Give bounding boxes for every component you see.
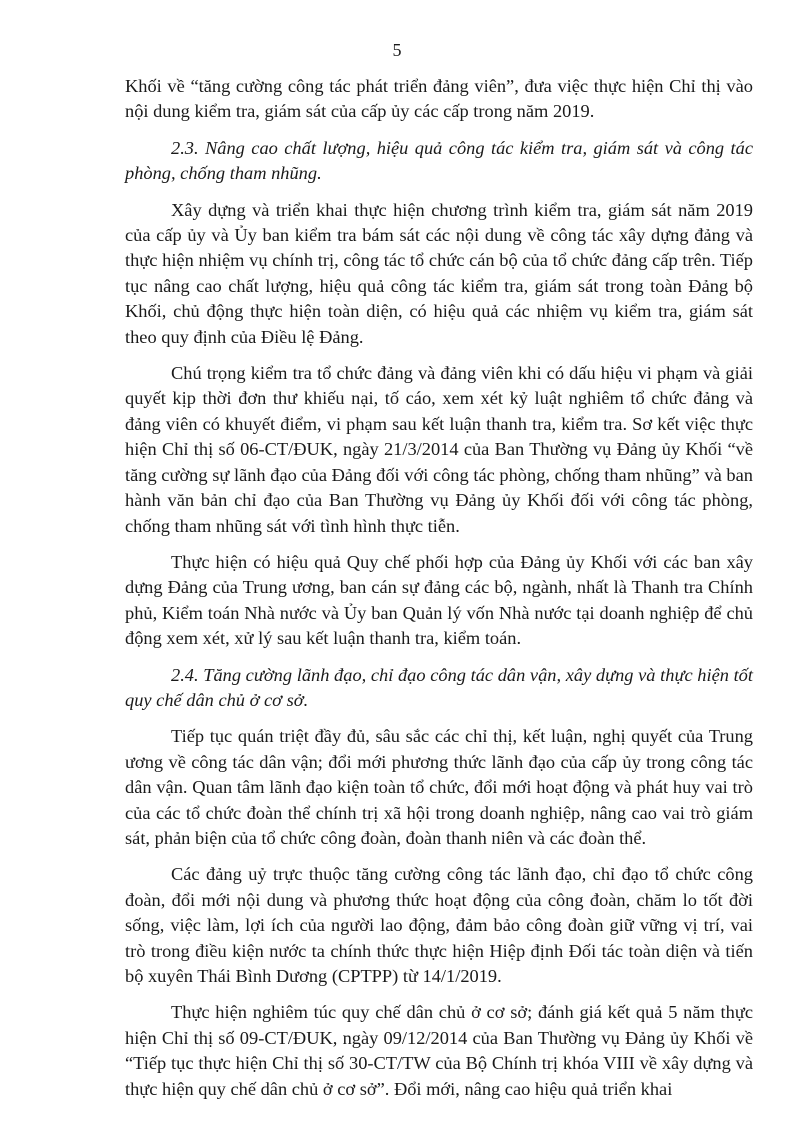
paragraph-inspection-program: Xây dựng và triển khai thực hiện chương trình kiểm tra, giám sát năm 2019 của cấp ủy và Ủy ban kiểm tra bám sát các nội dung về công tác xây dựng đảng và thực hiện nhiệm vụ chính trị, công tác tổ chức cán bộ của tổ chức đảng cấp trên. Tiếp tục nâng cao chất lượng, hiệu quả công tác kiểm tra, giám sát trong toàn Đảng bộ Khối, chủ động thực hiện toàn diện, có hiệu quả các nhiệm vụ kiểm tra, giám sát theo quy định của Điều lệ Đảng. <box>125 199 753 347</box>
paragraph-mass-mobilization: Tiếp tục quán triệt đầy đủ, sâu sắc các chỉ thị, kết luận, nghị quyết của Trung ương về công tác dân vận; đổi mới phương thức lãnh đạo của cấp ủy trong công tác dân vận. Quan tâm lãnh đạo kiện toàn tổ chức, đổi mới hoạt động và phát huy vai trò của các tổ chức đoàn thể chính trị xã hội trong doanh nghiệp, nâng cao vai trò giám sát, phản biện của tổ chức công đoàn, đoàn thanh niên và các đoàn thể. <box>125 726 753 848</box>
section-heading-2-4: 2.4. Tăng cường lãnh đạo, chỉ đạo công tác dân vận, xây dựng và thực hiện tốt quy chế dân chủ ở cơ sở. <box>125 664 753 710</box>
paragraph-anti-corruption: Chú trọng kiểm tra tổ chức đảng và đảng viên khi có dấu hiệu vi phạm và giải quyết kịp thời đơn thư khiếu nại, tố cáo, xem xét kỷ luật nghiêm tổ chức đảng và đảng viên có khuyết điểm, vi phạm sau kết luận thanh tra, kiểm tra. Sơ kết việc thực hiện Chỉ thị số 06-CT/ĐUK, ngày 21/3/2014 của Ban Thường vụ Đảng ủy Khối “về tăng cường sự lãnh đạo của Đảng đối với công tác phòng, chống tham nhũng” và ban hành văn bản chỉ đạo của Ban Thường vụ Đảng ủy Khối đối với công tác phòng, chống tham nhũng sát với tình hình thực tiễn. <box>125 363 753 536</box>
paragraph-coordination-regulation: Thực hiện có hiệu quả Quy chế phối hợp của Đảng ủy Khối với các ban xây dựng Đảng của Trung ương, ban cán sự đảng các bộ, ngành, nhất là Thanh tra Chính phủ, Kiểm toán Nhà nước và Ủy ban Quản lý vốn Nhà nước tại doanh nghiệp để chủ động xem xét, xử lý sau kết luận thanh tra, kiểm toán. <box>125 551 753 649</box>
section-heading-2-3: 2.3. Nâng cao chất lượng, hiệu quả công tác kiểm tra, giám sát và công tác phòng, chống tham nhũng. <box>125 137 753 184</box>
page-number: 5 <box>392 40 402 60</box>
paragraph-trade-union: Các đảng uỷ trực thuộc tăng cường công tác lãnh đạo, chỉ đạo tổ chức công đoàn, đổi mới nội dung và phương thức hoạt động của công đoàn, chăm lo tốt đời sống, việc làm, lợi ích của người lao động, đảm bảo công đoàn giữ vững vị trí, vai trò trong điều kiện nước ta chính thức thực hiện Hiệp định Đối tác toàn diện và tiến bộ xuyên Thái Bình Dương (CPTPP) từ 14/1/2019. <box>125 864 753 986</box>
paragraph-grassroots-democracy: Thực hiện nghiêm túc quy chế dân chủ ở cơ sở; đánh giá kết quả 5 năm thực hiện Chỉ thị số 09-CT/ĐUK, ngày 09/12/2014 của Ban Thường vụ Đảng ủy Khối về “Tiếp tục thực hiện Chỉ thị số 30-CT/TW của Bộ Chính trị khóa VIII về xây dựng và thực hiện quy chế dân chủ ở cơ sở”. Đổi mới, nâng cao hiệu quả triển khai <box>125 1002 753 1099</box>
paragraph-continuation: Khối về “tăng cường công tác phát triển đảng viên”, đưa việc thực hiện Chỉ thị vào nội dung kiểm tra, giám sát của cấp ủy các cấp trong năm 2019. <box>125 76 753 122</box>
page-content <box>125 74 753 1113</box>
